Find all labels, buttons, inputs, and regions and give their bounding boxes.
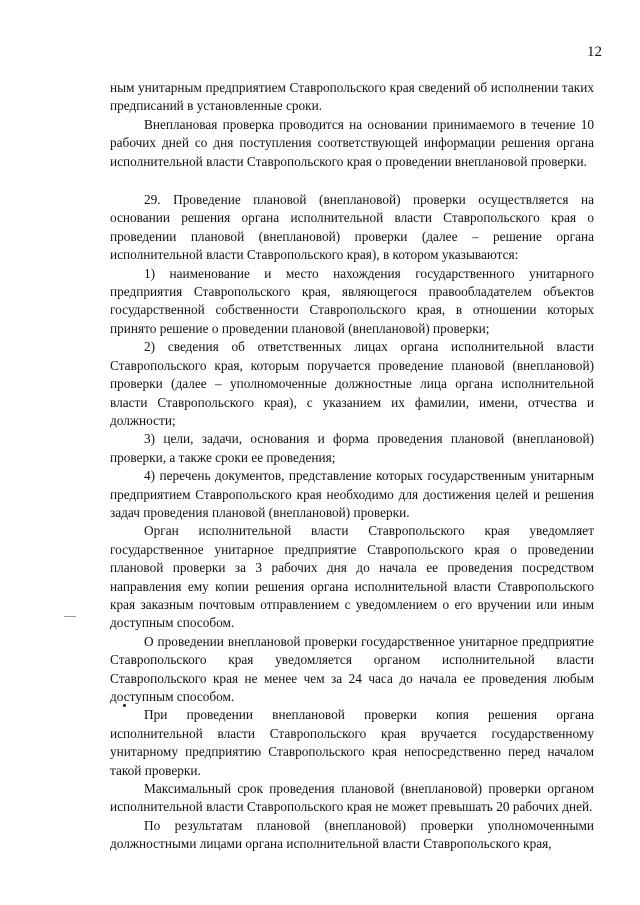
paragraph: О проведении внеплановой проверки государственное унитарное предприятие Ставропольского края уведомляется органом исполнительной власти Ставропольского края не менее чем за 24 часа до начала ее проведения любым доступным способом. (110, 633, 594, 704)
paragraph: Максимальный срок проведения плановой (внеплановой) проверки органом исполнительной власти Ставропольского края не может превышать 20 рабочих дней. (110, 781, 594, 815)
paragraph: Внеплановая проверка проводится на основании принимаемого в течение 10 рабочих дней со дня поступления соответствующей информации решения органа исполнительной власти Ставропольского края о проведении внеплановой проверки. (110, 116, 594, 169)
list-item: 4) перечень документов, представление которых государственным унитарным предприятием Ставропольского края необходимо для достижения целей и решения задач проведения плановой (внеплановой) проверки. (110, 468, 594, 520)
scan-artifact-dot (123, 704, 126, 707)
list-item: 1) наименование и место нахождения государственного унитарного предприятия Ставропольского края, являющегося правообладателем объектов государственной собственности Ставропольского края, в отношении которых принято решение о проведении плановой (внеплановой) проверки; (110, 265, 594, 336)
list-item: 3) цели, задачи, основания и форма проведения плановой (внеплановой) проверки, а также сроки ее проведения; (110, 431, 594, 465)
paragraph-continuation: ным унитарным предприятием Ставропольского края сведений об исполнении таких предписаний в установленные сроки. (110, 80, 594, 114)
paragraph-clause-29: 29. Проведение плановой (внеплановой) проверки осуществляется на основании решения органа исполнительной власти Ставропольского края о проведении плановой (внеплановой) проверки (далее – решение органа исполнительной власти Ставропольского края), в котором указываются: (110, 192, 594, 263)
paragraph: По результатам плановой (внеплановой) проверки уполномоченными должностными лицами органа исполнительной власти Ставропольского края, (110, 817, 594, 852)
list-item: 2) сведения об ответственных лицах органа исполнительной власти Ставропольского края, которым поручается проведение плановой (внеплановой) проверки (далее – уполномоченные должностные лица органа исполнительной власти Ставропольского края), с указанием их фамилии, имени, отчества и должности; (110, 339, 594, 428)
paragraph: Орган исполнительной власти Ставропольского края уведомляет государственное унитарное предприятие Ставропольского края о проведении плановой проверки за 3 рабочих дня до начала ее проведения посредством направления ему копии решения органа исполнительной власти Ставропольского края заказным почтовым отправлением с уведомлением о его вручении или иным доступным способом. (110, 523, 594, 631)
document-body (110, 79, 594, 854)
paragraph: При проведении внеплановой проверки копия решения органа исполнительной власти Ставропольского края вручается государственному унитарному предприятию Ставропольского края непосредственно перед началом такой проверки. (110, 707, 594, 778)
page-number: 12 (587, 44, 602, 60)
scan-artifact-line (64, 616, 76, 617)
